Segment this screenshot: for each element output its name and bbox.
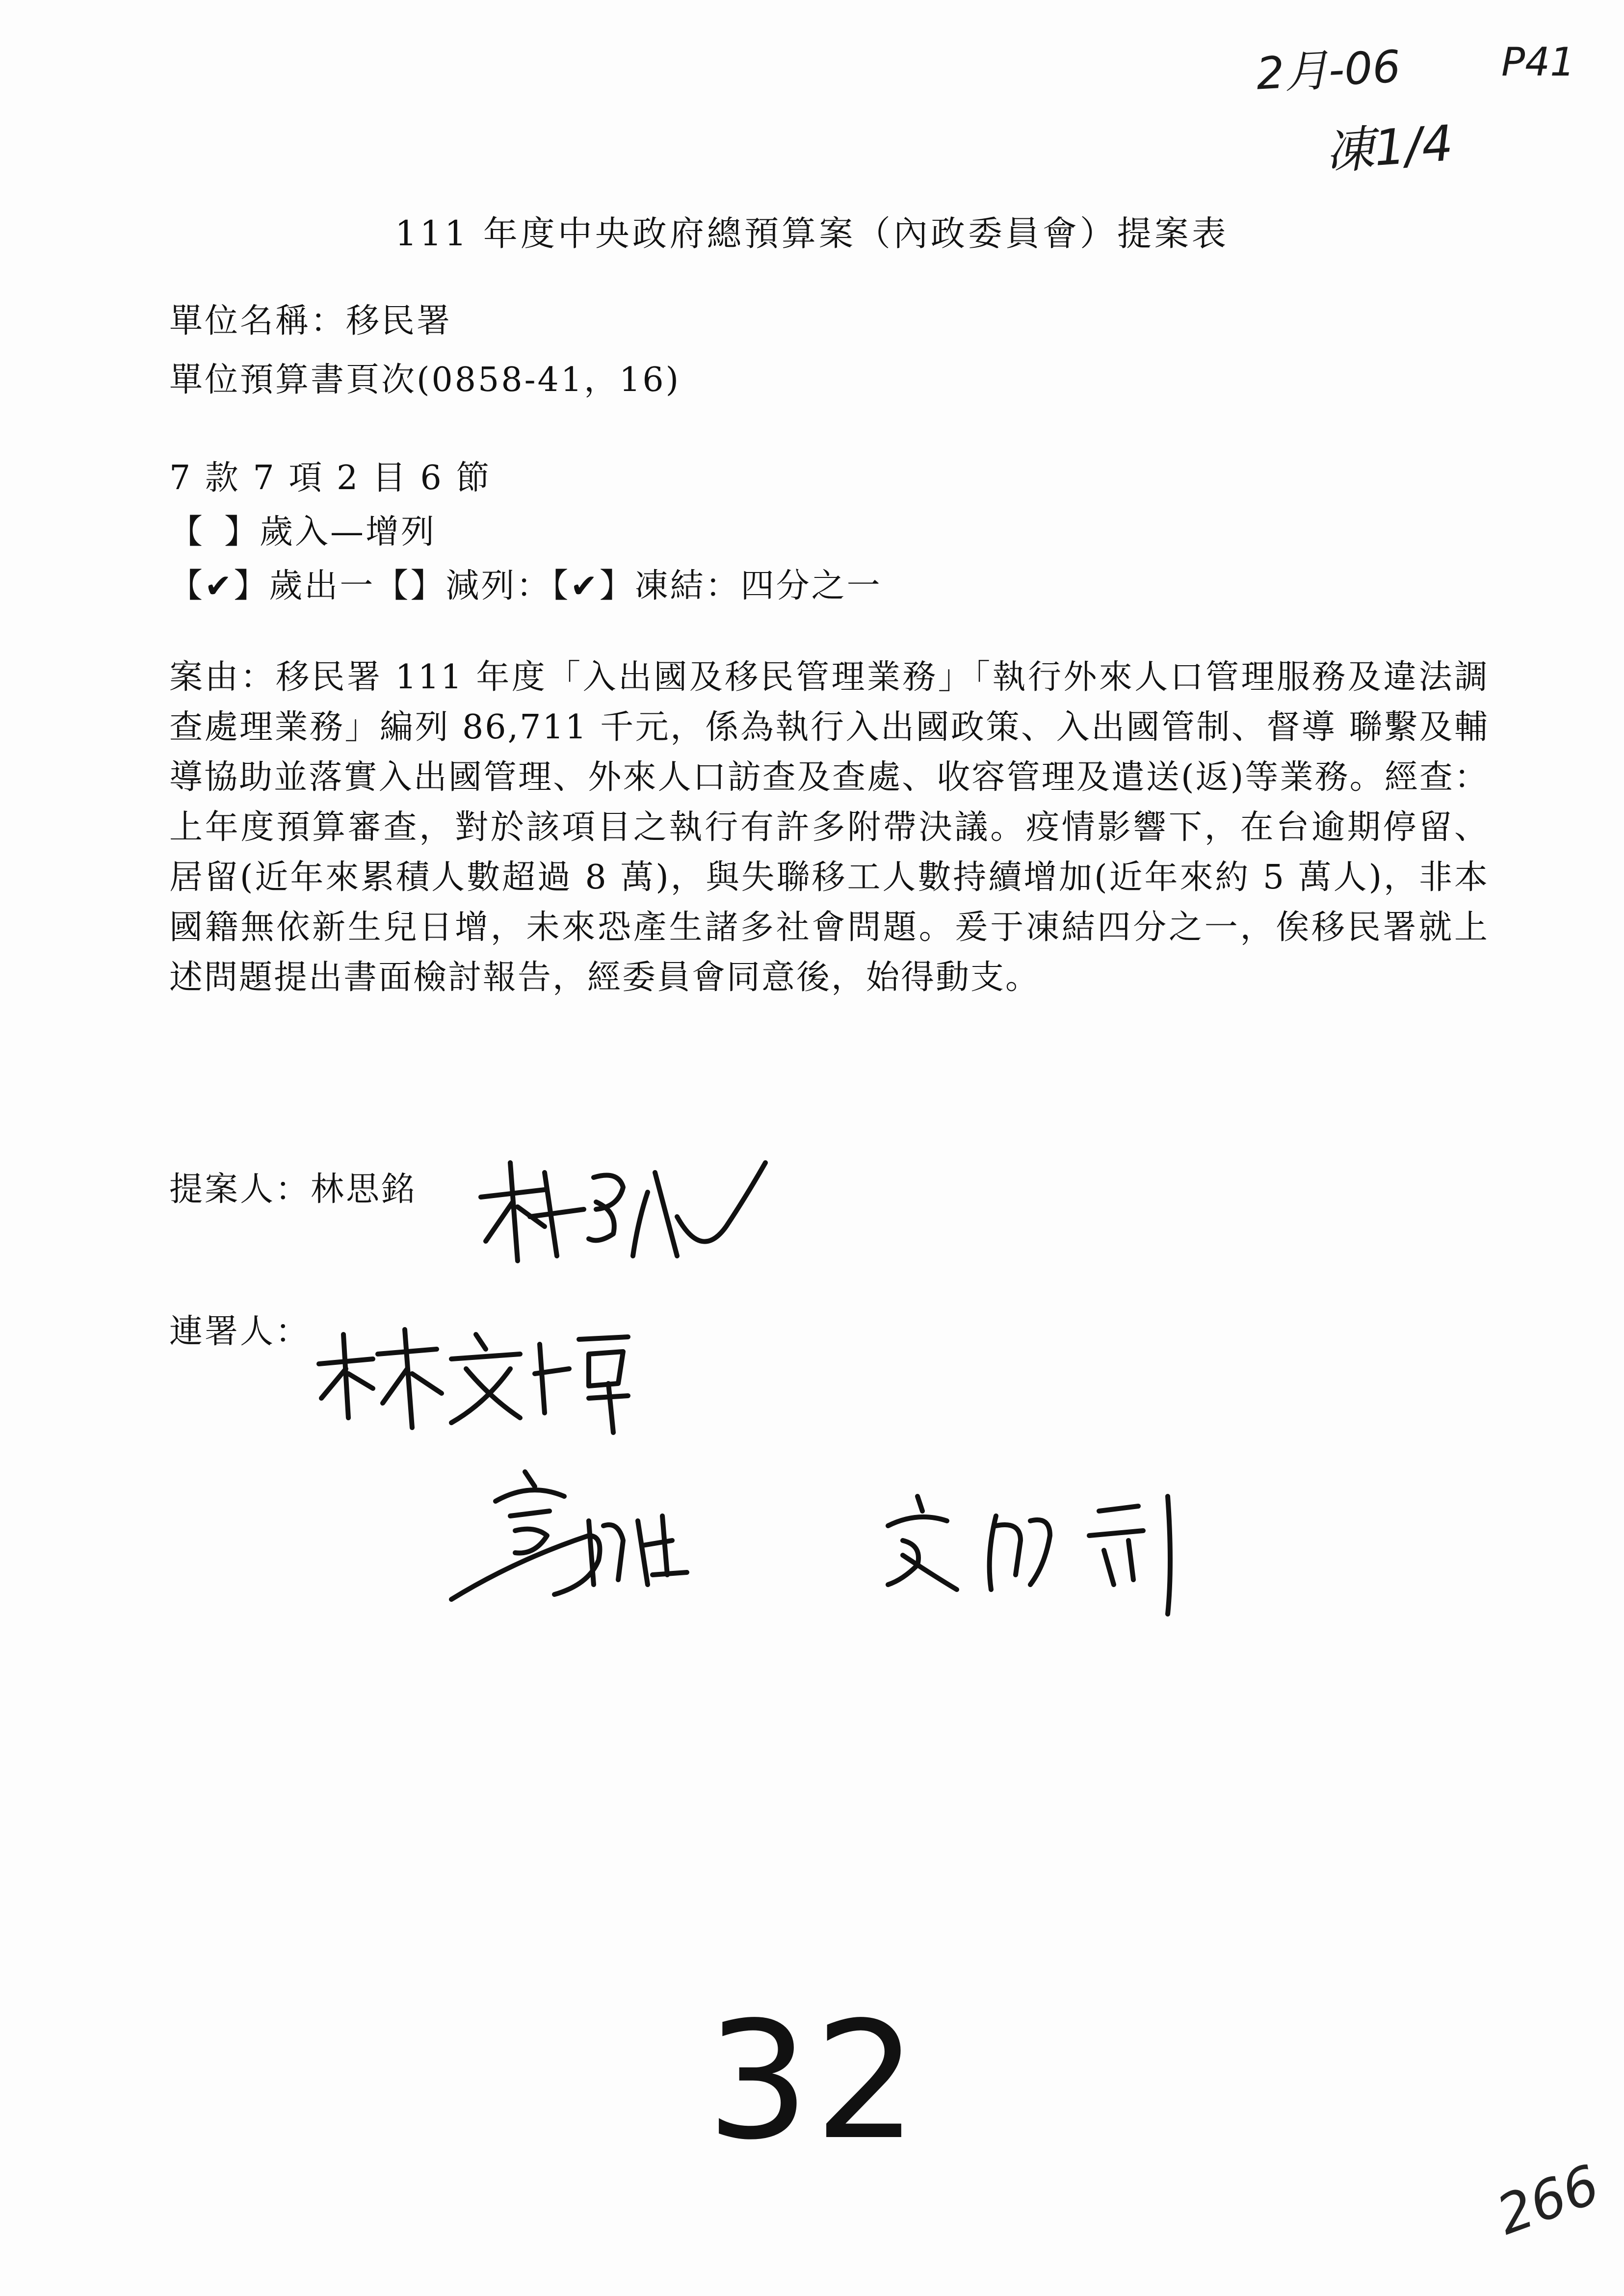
revenue-bracket-open: 【 [169,513,205,551]
handwritten-page-mark: P41 [1501,39,1575,85]
revenue-option-line [169,505,436,553]
cosigner-label: 連署人： [169,1312,311,1351]
expense-option-line [169,559,882,607]
cosigner-signature-2 [442,1462,716,1619]
handwritten-corner-number: 266 [1489,2152,1607,2247]
proposer-signature [471,1143,775,1271]
revenue-option-label: 】歲入—增列 [224,513,437,551]
cosigner-signature-3 [873,1491,1187,1619]
expense-option-label: 】歲出一【】減列：【 [234,567,571,605]
freeze-check-icon: ✔ [570,567,600,605]
handwritten-page-number: 32 [707,1987,922,2175]
cosigner-signature-1 [314,1315,648,1442]
handwritten-date-mark: 2月-06 [1255,41,1402,100]
proposal-reason-text: 案由：移民署 111 年度「入出國及移民管理業務」「執行外來人口管理服務及違法調查處理業務」編列 86,711 千元，係為執行入出國政策、入出國管制、督導 聯繫及輔導協助並落實入出國管理、外來人口訪查及查處、收容管理及遣送(返)等業務。經查：上年度預算審查，對於該項目之執行有許多附帶決議。疫情影響下，在台逾期停留、居留(近年來累積人數超過 8 萬)，與失聯移工人數持續增加(近年來約 5 萬人)，非本國籍無依新生兒日增，未來恐產生諸多社會問題。爰于凍結四分之一，俟移民署就上述問題提出書面檢討報告，經委員會同意後，始得動支。 [169,658,1489,997]
handwritten-freeze-mark: 凍1/4 [1323,114,1455,181]
proposer-label: 提案人：林思銘 [169,1170,417,1209]
unit-name-line: 單位名稱：移民署 [169,302,452,340]
budget-subject-line: 7 款 7 項 2 目 6 節 [169,459,492,497]
expense-check-icon: ✔ [205,567,234,605]
freeze-option-label: 】凍結：四分之一 [599,567,882,605]
form-title: 111 年度中央政府總預算案（內政委員會）提案表 [395,213,1229,254]
budget-page-line: 單位預算書頁次(0858-41，16) [169,361,681,399]
expense-bracket-open: 【 [169,567,205,605]
